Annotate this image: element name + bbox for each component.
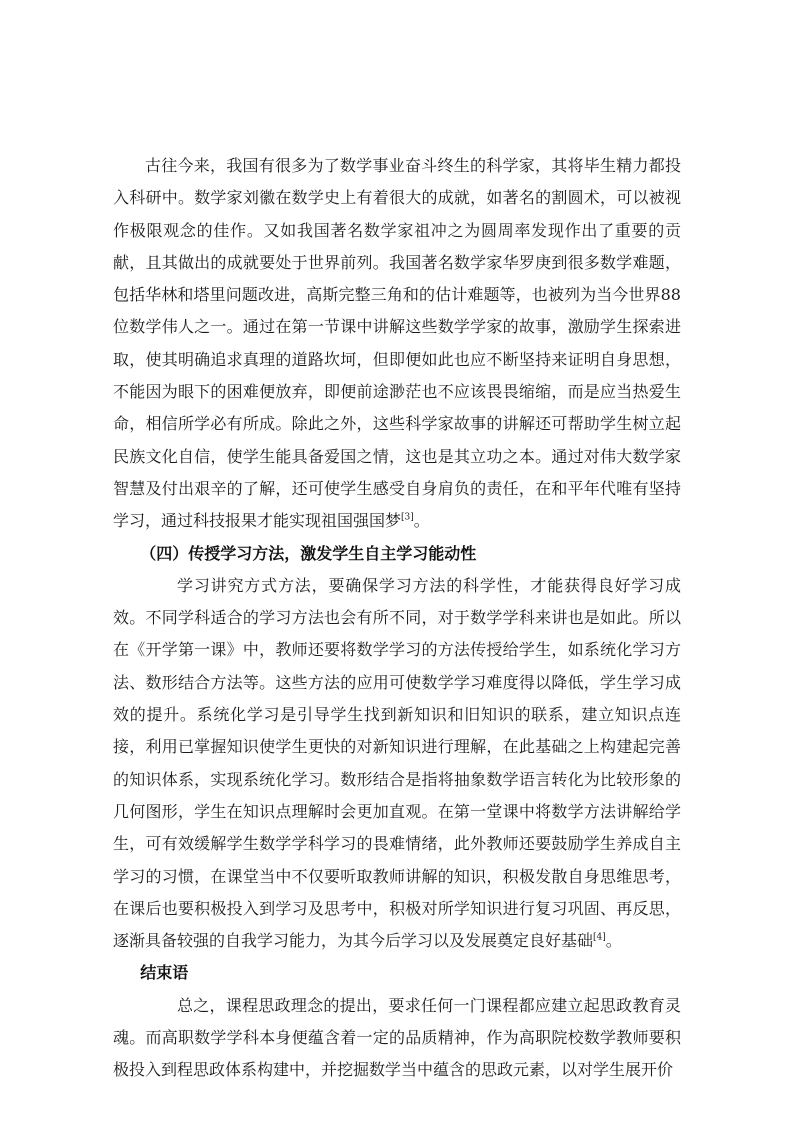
paragraph-methods xyxy=(113,570,681,958)
paragraph-conclusion xyxy=(113,990,681,1087)
document-body xyxy=(113,150,681,1087)
paragraph-end: 。 xyxy=(413,511,430,531)
paragraph-mathematicians xyxy=(113,150,681,538)
section-heading-conclusion: 结束语 xyxy=(140,963,189,983)
section-heading-methods: （四）传授学习方法，激发学生自主学习能动性 xyxy=(140,543,477,563)
paragraph-end: 。 xyxy=(605,931,622,951)
paragraph-text: 学习讲究方式方法，要确保学习方法的科学性，才能获得良好学习成效。不同学科适合的学习方法也会有所不同，对于数学学科来讲也是如此。所以在《开学第一课》中，教师还要将数学学习的方法传授给学生，如系统化学习方法、数形结合方法等。这些方法的应用可使数学学习难度得以降低，学生学习成效的提升。系统化学习是引导学生找到新知识和旧知识的联系，建立知识点连接，利用已掌握知识使学生更快的对新知识进行理解，在此基础之上构建起完善的知识体系，实现系统化学习。数形结合是指将抽象数学语言转化为比较形象的几何图形，学生在知识点理解时会更加直观。在第一堂课中将数学方法讲解给学生，可有效缓解学生数学学科学习的畏难情绪，此外教师还要鼓励学生养成自主学习的习惯，在课堂当中不仅要听取教师讲解的知识，积极发散自身思维思考，在课后也要积极投入到学习及思考中，积极对所学知识进行复习巩固、再反思，逐渐具备较强的自我学习能力，为其今后学习以及发展奠定良好基础 xyxy=(113,575,681,951)
citation-ref: [3] xyxy=(401,512,414,523)
paragraph-text: 古往今来，我国有很多为了数学事业奋斗终生的科学家，其将毕生精力都投入科研中。数学家刘徽在数学史上有着很大的成就，如著名的割圆术，可以被视作极限观念的佳作。又如我国著名数学家祖冲之为圆周率发现作出了重要的贡献，且其做出的成就要处于世界前列。我国著名数学家华罗庚到很多数学难题，包括华林和塔里问题改进，高斯完整三角和的估计难题等，也被列为当今世界88位数学伟人之一。通过在第一节课中讲解这些数学学家的故事，激励学生探索进取，使其明确追求真理的道路坎坷，但即便如此也应不断坚持来证明自身思想，不能因为眼下的困难便放弃，即便前途渺茫也不应该畏畏缩缩，而是应当热爱生命，相信所学必有所成。除此之外，这些科学家故事的讲解还可帮助学生树立起民族文化自信，使学生能具备爱国之情，这也是其立功之本。通过对伟大数学家智慧及付出艰辛的了解，还可使学生感受自身肩负的责任，在和平年代唯有坚持学习，通过科技报果才能实现祖国强国梦 xyxy=(113,156,681,531)
citation-ref: [4] xyxy=(593,932,606,943)
paragraph-text: 总之，课程思政理念的提出，要求任何一门课程都应建立起思政教育灵魂。而高职数学学科本身便蕴含着一定的品质精神，作为高职院校数学教师要积极投入到程思政体系构建中，并挖掘数学当中蕴含的思政元素，以对学生展开价 xyxy=(113,995,681,1080)
